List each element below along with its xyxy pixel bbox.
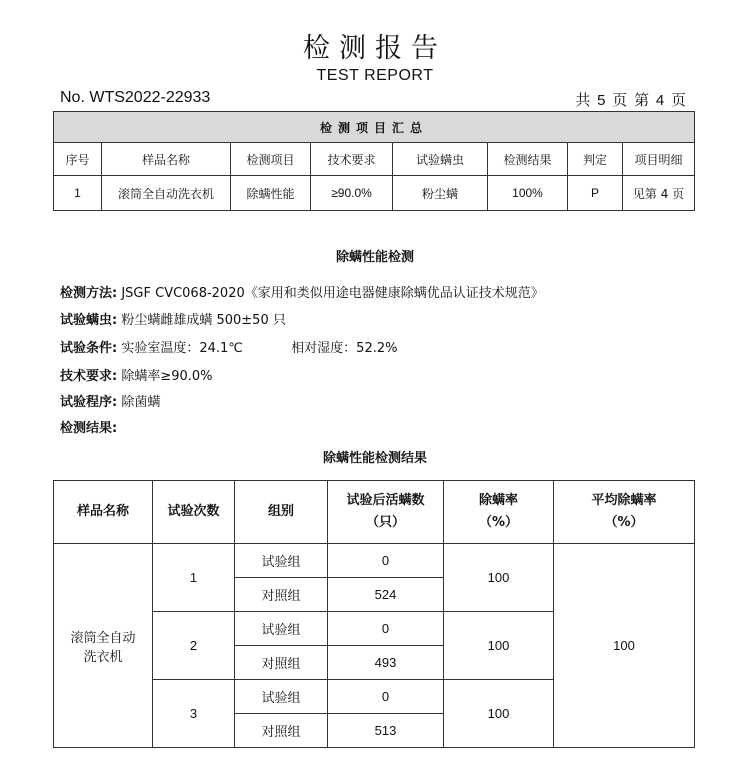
report-title: 检测报告 [303,33,447,64]
removal-rate: 100 [444,680,554,748]
summary-header-cell: 样品名称 [102,143,231,176]
page-indicator [575,89,687,110]
summary-header-cell: 检测项目 [231,143,311,176]
trial-number: 2 [153,612,235,680]
trial-number: 1 [153,544,235,612]
group-label: 试验组 [235,612,328,646]
removal-rate: 100 [444,612,554,680]
summary-header-cell: 项目明细 [623,143,695,176]
test-condition-label: 试验条件: [60,341,118,356]
summary-cell: 100% [488,176,568,211]
test-procedure-line [60,391,160,410]
test-procedure-label: 试验程序: [60,395,118,410]
tech-requirement-value: 除螨率≥90.0% [121,369,213,384]
report-subtitle: TEST REPORT [316,67,434,84]
results-header-rate-line1: 除螨率 [478,493,518,508]
page-prefix: 共 [575,91,592,109]
test-insect-value: 粉尘螨雌雄成螨 500±50 只 [121,313,286,328]
group-label: 对照组 [235,578,328,612]
summary-data-row [54,176,695,211]
summary-header-cell: 序号 [54,143,102,176]
page-suffix: 页 [670,91,687,109]
results-header-trials: 试验次数 [153,481,235,544]
results-table [53,480,695,748]
summary-header-cell: 检测结果 [488,143,568,176]
summary-cell: 滚筒全自动洗衣机 [102,176,231,211]
report-number: No. WTS2022-22933 [60,89,211,106]
test-result-line [60,417,117,436]
group-label: 对照组 [235,646,328,680]
summary-cell: P [568,176,623,211]
summary-cell: 1 [54,176,102,211]
alive-count: 493 [328,646,444,680]
page-mid: 页 第 [612,91,651,109]
summary-cell: 见第 4 页 [623,176,695,211]
trial-number: 3 [153,680,235,748]
group-label: 试验组 [235,544,328,578]
alive-count: 0 [328,680,444,714]
test-insect-line [60,309,286,328]
group-label: 对照组 [235,714,328,748]
results-sample-line2: 洗衣机 [83,649,123,665]
results-sample-line1: 滚筒全自动 [70,630,136,646]
average-removal-rate: 100 [554,544,695,748]
results-header-group: 组别 [235,481,328,544]
section-title-results: 除螨性能检测结果 [322,451,427,466]
summary-caption: 检测项目汇总 [54,112,695,143]
group-label: 试验组 [235,680,328,714]
summary-header-cell: 技术要求 [311,143,393,176]
alive-count: 524 [328,578,444,612]
summary-cell: 除螨性能 [231,176,311,211]
results-header-alive [328,481,444,544]
results-header-rate [444,481,554,544]
lab-temperature: 实验室温度：24.1℃ [121,341,243,356]
test-procedure-value: 除菌螨 [121,395,161,410]
relative-humidity: 相对湿度：52.2% [291,341,398,356]
section-title-test: 除螨性能检测 [335,250,414,265]
summary-caption-row [54,112,695,143]
removal-rate: 100 [444,544,554,612]
test-insect-label: 试验螨虫: [60,313,118,328]
results-header-alive-line2: （只） [365,515,405,530]
results-header-sample: 样品名称 [54,481,153,544]
results-header-rate-line2: （%） [478,515,519,530]
summary-table [53,111,695,211]
test-result-label: 检测结果: [60,421,118,436]
results-header-alive-line1: 试验后活螨数 [346,493,425,508]
table-row [54,544,695,578]
tech-requirement-line [60,365,213,384]
summary-header-cell: 判定 [568,143,623,176]
tech-requirement-label: 技术要求: [60,369,118,384]
alive-count: 513 [328,714,444,748]
results-header-average-line1: 平均除螨率 [591,493,657,508]
test-method-label: 检测方法: [60,286,118,301]
test-method-value: JSGF CVC068-2020《家用和类似用途电器健康除螨优品认证技术规范》 [121,286,544,301]
results-header-average [554,481,695,544]
test-method-line [60,282,544,301]
total-pages: 5 [597,92,607,109]
summary-header-cell: 试验螨虫 [393,143,488,176]
results-header-row [54,481,695,544]
alive-count: 0 [328,612,444,646]
summary-cell: ≥90.0% [311,176,393,211]
current-page: 4 [655,92,666,109]
alive-count: 0 [328,544,444,578]
summary-cell: 粉尘螨 [393,176,488,211]
results-header-average-line2: （%） [604,515,644,530]
test-condition-line [60,337,397,356]
summary-header-row [54,143,695,176]
results-sample-name [54,544,153,748]
